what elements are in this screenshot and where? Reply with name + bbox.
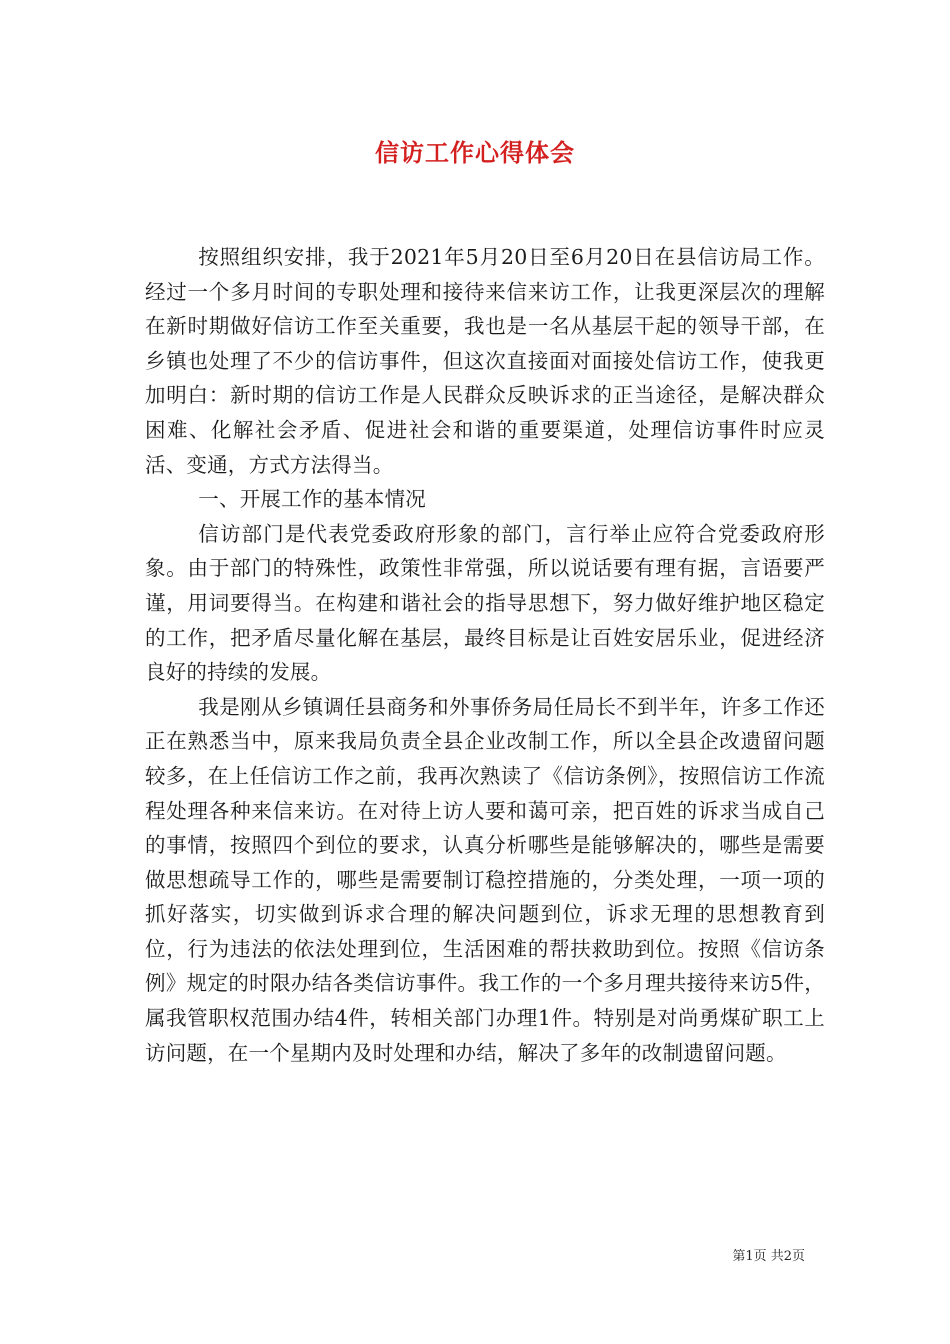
section-heading: 一、开展工作的基本情况 (198, 487, 426, 512)
paragraph-intro: 按照组织安排，我于2021年5月20日至6月20日在县信访局工作。经过一个多月时间的专职处理和接待来信来访工作，让我更深层次的理解在新时期做好信访工作至关重要，我也是一名从基层干起的领导干部，在乡镇也处理了不少的信访事件，但这次直接面对面接处信访工作，使我更加明白：新时期的信访工作是人民群众反映诉求的正当途径，是解决群众困难、化解社会矛盾、促进社会和谐的重要渠道，处理信访事件时应灵活、变通，方式方法得当。 (145, 245, 825, 477)
paragraph-experience: 我是刚从乡镇调任县商务和外事侨务局任局长不到半年，许多工作还正在熟悉当中，原来我局负责全县企业改制工作，所以全县企改遗留问题较多，在上任信访工作之前，我再次熟读了《信访条例》，按照信访工作流程处理各种来信来访。在对待上访人要和蔼可亲，把百姓的诉求当成自己的事情，按照四个到位的要求，认真分析哪些是能够解决的，哪些是需要做思想疏导工作的，哪些是需要制订稳控措施的，分类处理，一项一项的抓好落实，切实做到诉求合理的解决问题到位，诉求无理的思想教育到位，行为违法的依法处理到位，生活困难的帮扶救助到位。按照《信访条例》规定的时限办结各类信访事件。我工作的一个多月理共接待来访5件，属我管职权范围办结4件，转相关部门办理1件。特别是对尚勇煤矿职工上访问题，在一个星期内及时处理和办结，解决了多年的改制遗留问题。 (145, 694, 825, 1065)
document-body (145, 240, 825, 1070)
page-number-footer: 第1页 共2页 (732, 1249, 805, 1264)
paragraph-department: 信访部门是代表党委政府形象的部门，言行举止应符合党委政府形象。由于部门的特殊性，政策性非常强，所以说话要有理有据，言语要严谨，用词要得当。在构建和谐社会的指导思想下，努力做好维护地区稳定的工作，把矛盾尽量化解在基层，最终目标是让百姓安居乐业，促进经济良好的持续的发展。 (145, 521, 825, 685)
document-title: 信访工作心得体会 (375, 138, 575, 167)
